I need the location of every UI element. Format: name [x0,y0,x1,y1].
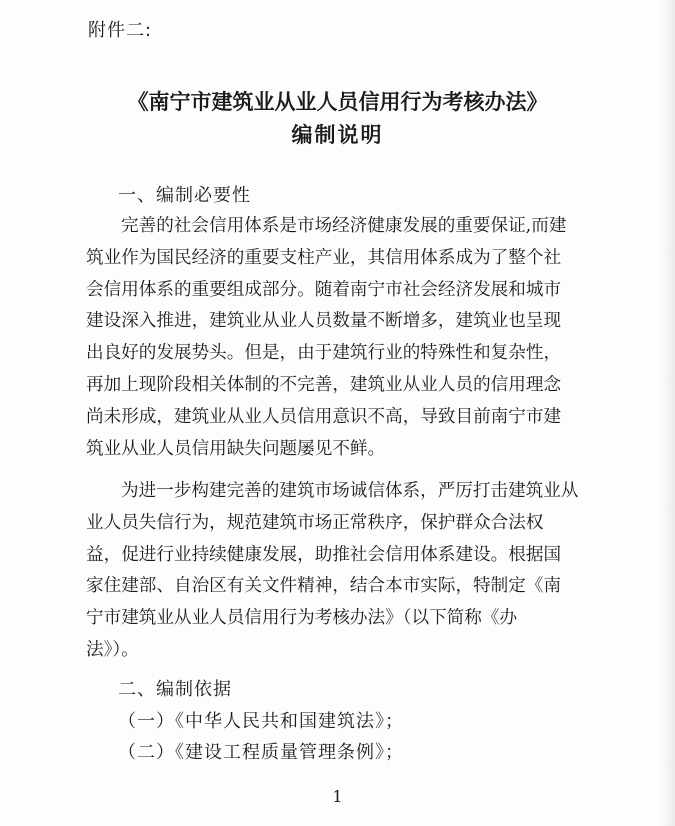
paragraph-line: 出良好的发展势头。但是，由于建筑行业的特殊性和复杂性， [86,343,562,364]
basis-item-2: （二）《建设工程质量管理条例》； [118,742,404,763]
section-1-paragraph-1 [86,211,594,465]
section-2-heading: 二、编制依据 [118,679,232,700]
paragraph-line: 建设深入推进，建筑业从业人员数量不断增多，建筑业也呈现 [86,311,562,332]
paragraph-line: 筑业从业人员信用缺失问题屡见不鲜。 [86,438,386,459]
section-1-paragraph-2 [86,476,594,667]
paragraph-line: 为进一步构建完善的建筑市场诚信体系，严厉打击建筑业从 [121,481,579,501]
basis-item-1: （一）《中华人民共和国建筑法》； [118,711,404,732]
attachment-label: 附件二: [88,20,153,41]
paragraph-line: 法》）。 [86,639,139,660]
paragraph-line: 尚未形成，建筑业从业人员信用意识不高，导致目前南宁市建 [86,406,562,427]
paragraph-line: 筑业作为国民经济的重要支柱产业，其信用体系成为了整个社 [86,247,562,268]
paragraph-line: 宁市建筑业从业人员信用行为考核办法》（以下简称《办 [86,608,518,629]
section-1-heading: 一、编制必要性 [118,185,251,206]
page-number: 1 [332,787,343,806]
paragraph-line: 益，促进行业持续健康发展，助推社会信用体系建设。根据国 [86,544,562,565]
paragraph-line: 家住建部、自治区有关文件精神，结合本市实际，特制定《南 [86,576,562,597]
paragraph-line: 业人员失信行为，规范建筑市场正常秩序，保护群众合法权 [86,512,544,533]
paragraph-line: 完善的社会信用体系是市场经济健康发展的重要保证,而建 [121,216,567,236]
document-title: 《南宁市建筑业从业人员信用行为考核办法》 [127,90,548,114]
paragraph-line: 会信用体系的重要组成部分。随着南宁市社会经济发展和城市 [86,279,562,300]
paragraph-line: 再加上现阶段相关体制的不完善，建筑业从业人员的信用理念 [86,374,562,395]
document-subtitle: 编制说明 [291,123,384,147]
